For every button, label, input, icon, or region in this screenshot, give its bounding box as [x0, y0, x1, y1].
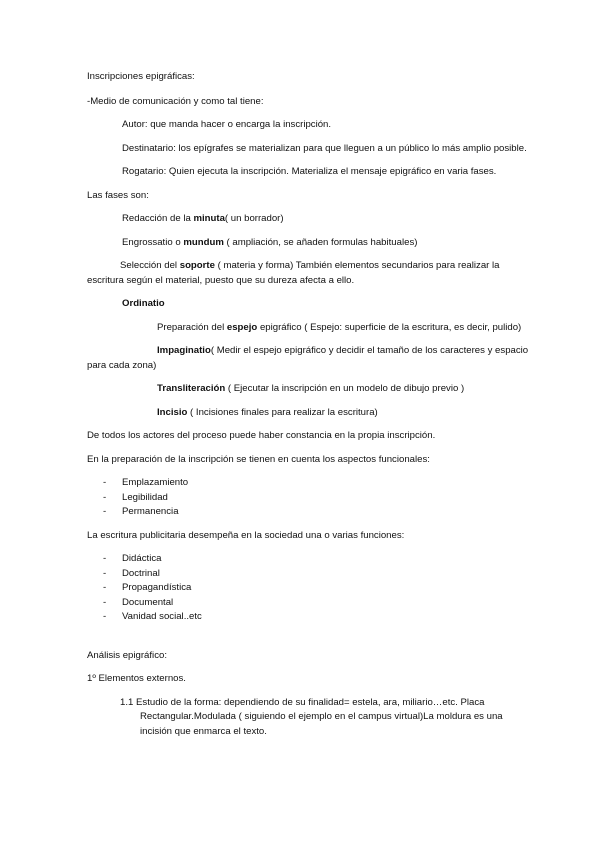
incisio-bold: Incisio [157, 406, 188, 418]
engrossatio-bold: mundum [183, 236, 224, 248]
rogatario-line [87, 165, 529, 180]
redaccion-pre: Redacción de la [122, 213, 194, 224]
analisis-heading: Análisis epigráfico: [87, 649, 167, 661]
list-item: - Vanidad social..etc [87, 610, 529, 625]
destinatario-line [87, 142, 529, 157]
redaccion-bold: minuta [193, 213, 225, 224]
funciones-intro: La escritura publicitaria desempeña en la sociedad una o varias funciones: [87, 529, 405, 541]
medio-line: -Medio de comunicación y como tal tiene: [87, 95, 264, 107]
seleccion-bold: soporte [179, 260, 215, 271]
redaccion-post: ( un borrador) [224, 213, 284, 224]
list-item: - Documental [87, 596, 529, 611]
seleccion-post: ( materia y forma) También elementos secundarios para realizar la escritura según el material, puesto que su dureza afecta a ello. [87, 260, 500, 286]
fase-seleccion [87, 259, 529, 288]
preparacion-post: epigráfico ( Espejo: superficie de la escritura, es decir, pulido) [257, 321, 522, 333]
preparacion-pre: Preparación del [157, 321, 227, 333]
transliteracion-post: ( Ejecutar la inscripción en un modelo de dibujo previo ) [225, 383, 465, 394]
transliteracion-line [87, 382, 529, 397]
list-item: - Emplazamiento [87, 476, 529, 491]
estudio-item: 1.1 Estudio de la forma: dependiendo de su finalidad= estela, ara, miliario…etc. Placa Rectangular.Modulada ( siguiendo el ejemplo en el campus virtual)La moldura es una incisión que enmarca el texto. [120, 696, 503, 737]
engrossatio-post: ( ampliación, se añaden formulas habituales) [223, 236, 418, 248]
elementos-heading: 1º Elementos externos. [87, 673, 186, 684]
rogatario-text: Rogatario: Quien ejecuta la inscripción. Materializa el mensaje epigráfico en varia fases. [122, 166, 497, 177]
list-item: - Legibilidad [87, 491, 529, 506]
list-item: - Propagandística [87, 581, 529, 596]
doc-title: Inscripciones epigráficas: [87, 71, 195, 82]
aspectos-intro: En la preparación de la inscripción se tienen en cuenta los aspectos funcionales: [87, 453, 430, 465]
incisio-line [87, 406, 529, 421]
autor-line: Autor: que manda hacer o encarga la inscripción. [122, 119, 332, 130]
fase-redaccion [87, 212, 529, 227]
destinatario-text: Destinatario: los epígrafes se materializan para que lleguen a un público lo más amplio posible. [122, 142, 527, 154]
impaginatio-post: ( Medir el espejo epigráfico y decidir el tamaño de los caracteres y espacio para cada zona) [87, 345, 529, 371]
engrossatio-pre: Engrossatio o [122, 236, 184, 248]
ordinatio-heading [87, 297, 529, 312]
fases-intro: Las fases son: [87, 189, 149, 201]
list-item: - Doctrinal [87, 567, 529, 582]
incisio-post: ( Incisiones finales para realizar la escritura) [187, 406, 378, 418]
preparacion-bold: espejo [226, 321, 258, 333]
impaginatio-bold: Impaginatio [157, 345, 211, 356]
aspectos-list [87, 476, 529, 520]
ordinatio-bold: Ordinatio [122, 298, 165, 309]
preparacion-line [87, 321, 529, 336]
funciones-list [87, 552, 529, 625]
list-item: - Didáctica [87, 552, 529, 567]
seleccion-pre: Selección del [120, 260, 180, 271]
impaginatio-line [87, 344, 529, 373]
fase-engrossatio [87, 236, 529, 251]
list-item: - Permanencia [87, 505, 529, 520]
actores-line: De todos los actores del proceso puede haber constancia en la propia inscripción. [87, 430, 436, 441]
transliteracion-bold: Transliteración [157, 383, 226, 394]
